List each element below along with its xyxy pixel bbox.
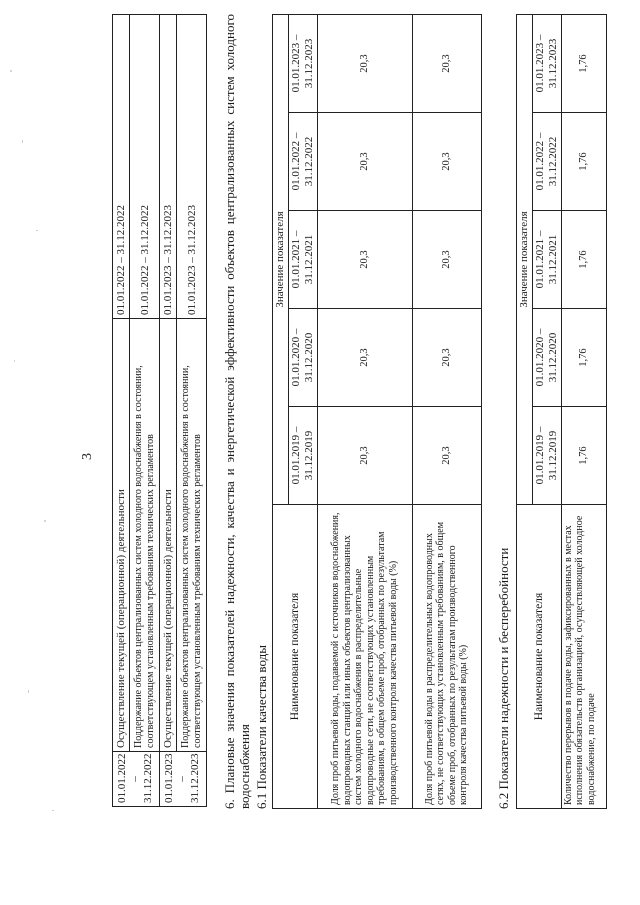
indicator-name-cell: Доля проб питьевой воды, подаваемой с источников водоснабжения, водопроводных станций или иных объектов централизованных систем холодного водоснабжения в распределительные водопроводные сети, не соответствующих установленным требованиям, в общем объеме проб, отобранных по результатам производственного контроля качества питьевой воды (%): [317, 505, 412, 809]
period-header: 01.01.2021 – 31.12.2021: [532, 211, 561, 309]
table-row: [177, 15, 207, 807]
period-header: 01.01.2019 – 31.12.2019: [532, 407, 561, 505]
column-header-indicator: Наименование показателя: [273, 505, 318, 809]
activity-cell: Поддержание объектов централизованных систем холодного водоснабжения в состоянии, соответствующем установленным требованиям технических регламентов: [130, 319, 160, 752]
period-header: 01.01.2022 – 31.12.2022: [288, 113, 317, 211]
table-row: [561, 14, 606, 808]
dates-cell: 01.01.2023 – 31.12.2023: [160, 15, 177, 319]
value-cell: 20,3: [412, 309, 481, 407]
indicator-name-cell: Доля проб питьевой воды в распределительных водопроводных сетях, не соответствующих установленным требованиям, в общем объеме проб, отобранных по результатам производственного контроля качества питьевой воды (%): [412, 505, 481, 809]
table-header-row: [273, 14, 289, 808]
indicator-name-cell: Количество перерывов в подаче воды, зафиксированных в местах исполнения обязательств организацией, осуществляющей холодное водоснабжение, по подаче: [561, 505, 606, 809]
period-header: 01.01.2020 – 31.12.2020: [288, 309, 317, 407]
value-cell: 1,76: [561, 309, 606, 407]
activity-cell: Осуществление текущей (операционной) деятельности: [160, 319, 177, 752]
table-row: [160, 15, 177, 807]
period-header: 01.01.2020 – 31.12.2020: [532, 309, 561, 407]
activity-cell: Поддержание объектов централизованных систем холодного водоснабжения в состоянии, соответствующем установленным требованиям технических регламентов: [177, 319, 207, 752]
value-cell: 20,3: [412, 113, 481, 211]
period-header: 01.01.2019 – 31.12.2019: [288, 407, 317, 505]
subsection-reliability-heading: 6.2 Показатели надежности и бесперебойности: [496, 547, 511, 809]
value-cell: 20,3: [317, 14, 412, 112]
value-cell: 20,3: [412, 211, 481, 309]
value-cell: 20,3: [412, 14, 481, 112]
table-row: [412, 14, 481, 808]
reliability-table: [516, 14, 607, 809]
page-number: 3: [80, 453, 95, 460]
water-quality-table: [272, 14, 482, 809]
value-cell: 20,3: [317, 113, 412, 211]
period-cell: 01.01.2022 – 31.12.2022: [113, 752, 160, 807]
table-row: [113, 15, 130, 807]
value-cell: 1,76: [561, 407, 606, 505]
period-cell: 01.01.2023 – 31.12.2023: [160, 752, 207, 807]
table-row: [317, 14, 412, 808]
value-cell: 20,3: [317, 309, 412, 407]
dates-cell: 01.01.2022 – 31.12.2022: [130, 15, 160, 319]
column-header-indicator: Наименование показателя: [517, 505, 562, 809]
value-cell: 1,76: [561, 211, 606, 309]
period-header: 01.01.2023 – 31.12.2023: [532, 14, 561, 112]
value-cell: 20,3: [317, 407, 412, 505]
activities-table: [112, 14, 207, 807]
column-header-value: Значение показателя: [273, 14, 289, 504]
period-header: 01.01.2022 – 31.12.2022: [532, 113, 561, 211]
table-row: [130, 15, 160, 807]
table-header-row: [517, 14, 533, 808]
value-cell: 1,76: [561, 113, 606, 211]
section-heading: 6. Плановые значения показателей надежности, качества и энергетической эффективности объектов централизованных систем холодного водоснабжения: [222, 14, 252, 809]
value-cell: 20,3: [412, 407, 481, 505]
dates-cell: 01.01.2023 – 31.12.2023: [177, 15, 207, 319]
period-header: 01.01.2021 – 31.12.2021: [288, 211, 317, 309]
subsection-quality-heading: 6.1 Показатели качества воды: [254, 645, 269, 809]
column-header-value: Значение показателя: [517, 14, 533, 504]
value-cell: 20,3: [317, 211, 412, 309]
dates-cell: 01.01.2022 – 31.12.2022: [113, 15, 130, 319]
activity-cell: Осуществление текущей (операционной) деятельности: [113, 319, 130, 752]
period-header: 01.01.2023 – 31.12.2023: [288, 14, 317, 112]
value-cell: 1,76: [561, 14, 606, 112]
